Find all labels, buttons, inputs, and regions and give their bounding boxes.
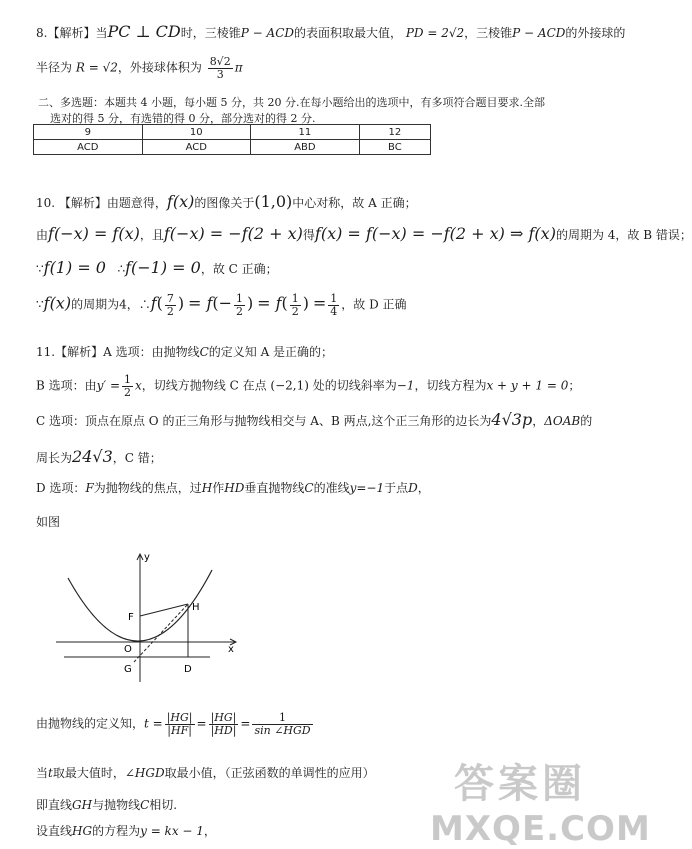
- label-x: x: [228, 644, 234, 655]
- segment-fh: [140, 604, 188, 616]
- q10-line-4: ∵f(x)的周期为4，∴f( $\frac{7}{2}$ ) = f(− $\frac{1}{2}$ ) = f( $\frac{1}{2}$ ) = $\frac{1}{4}$ ，故 D 正确: [36, 292, 407, 318]
- q10-line-1: 10. 【解析】由题意得，f(x)的图像关于(1,0)中心对称，故 A 正确；: [36, 192, 417, 211]
- answer-table: [33, 124, 431, 155]
- label-o: O: [124, 644, 132, 655]
- q8-line-2: 半径为 R = √2，外接球体积为 $\frac{8√2}{3}$ π: [36, 55, 243, 81]
- label-f: F: [128, 612, 134, 623]
- q11-option-b: B 选项：由y′ = $\frac{1}{2}$ x，切线方抛物线 C 在点 (−2,1) 处的切线斜率为−1，切线方程为x + y + 1 = 0；: [36, 373, 581, 399]
- q11-option-d: D 选项：F为抛物线的焦点，过H作HD垂直抛物线C的准线y=−1于点D，: [36, 481, 430, 495]
- answer-12: BC: [359, 140, 430, 155]
- q11-definition-line: 由抛物线的定义知，t = $\frac{|HG|}{|HF|}$ = $\frac{|HG|}{|HD|}$ = $\frac{1}{\text{sin ∠HGD}}$: [36, 711, 311, 737]
- q11-set-line: 设直线HG的方程为y = kx − 1，: [36, 824, 216, 838]
- q11-figure-label: 如图: [36, 515, 61, 529]
- q11-tangent-line: 即直线GH与抛物线C相切.: [36, 798, 178, 812]
- answer-table-row-answers: [34, 140, 431, 155]
- label-g: G: [124, 664, 132, 675]
- watermark-url: MXQE.COM: [430, 809, 651, 849]
- q10-line-3: ∵f(1) = 0 ∴f(−1) = 0，故 C 正确；: [36, 258, 278, 277]
- answer-10: ACD: [142, 140, 251, 155]
- answer-9: ACD: [34, 140, 143, 155]
- answer-number-9: 9: [34, 125, 143, 140]
- watermark-logo-text: 答案圈: [454, 761, 586, 807]
- section2-line-2: 选对的得 5 分，有选错的得 0 分，部分选对的得 2 分.: [50, 112, 316, 125]
- answer-number-12: 12: [359, 125, 430, 140]
- q8-line-1: 8.【解析】当PC ⊥ CD时，三棱锥P − ACD的表面积取最大值， PD = 2√2，三棱锥P − ACD的外接球的: [36, 22, 626, 41]
- watermark: [430, 752, 651, 849]
- q11-title: 11.【解析】A 选项：由抛物线C的定义知 A 是正确的；: [36, 345, 334, 359]
- answer-table-row-numbers: [34, 125, 431, 140]
- answer-number-10: 10: [142, 125, 251, 140]
- label-h: H: [192, 602, 200, 613]
- q10-line-2: 由f(−x) = f(x)，且f(−x) = −f(2 + x)得f(x) = f(−x) = −f(2 + x) ⇒ f(x)的周期为 4，故 B 错误；: [36, 224, 692, 243]
- label-y: y: [144, 552, 150, 563]
- answer-11: ABD: [251, 140, 360, 155]
- parabola-figure: [50, 548, 250, 688]
- q11-max-line: 当t取最大值时，∠HGD取最小值，（正弦函数的单调性的应用）: [36, 766, 375, 780]
- tangent-line-gh: [134, 604, 188, 662]
- answer-number-11: 11: [251, 125, 360, 140]
- q11-option-c-line-2: 周长为24√3，C 错；: [36, 447, 162, 466]
- label-d: D: [184, 664, 192, 675]
- q11-option-c-line-1: C 选项：顶点在原点 O 的正三角形与抛物线相交与 A、B 两点,这个正三角形的边长为4√3p，ΔOAB的: [36, 410, 593, 429]
- section2-line-1: 二、多选题：本题共 4 小题，每小题 5 分，共 20 分.在每小题给出的选项中，有多项符合题目要求.全部: [38, 96, 545, 109]
